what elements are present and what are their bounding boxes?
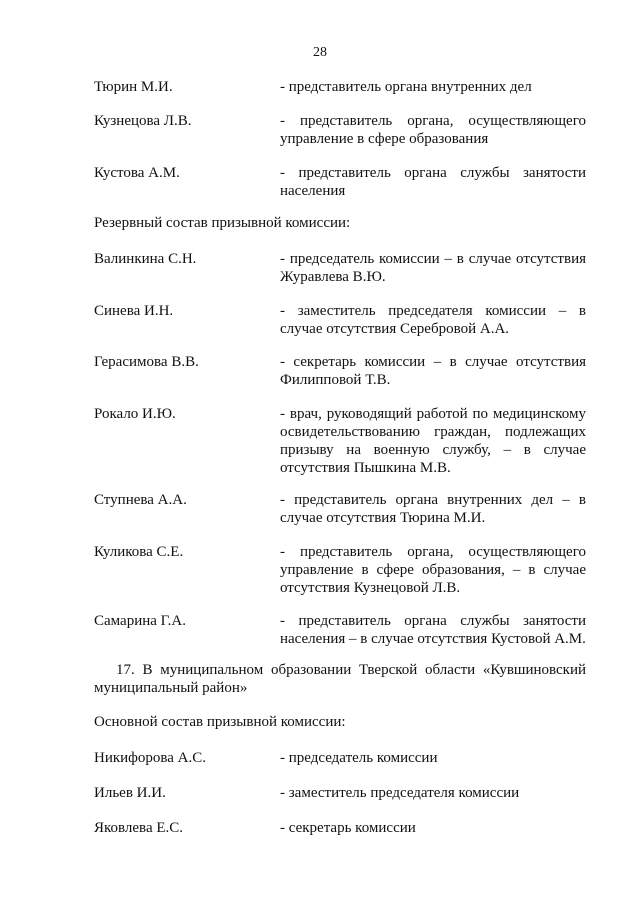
- member-role: - представитель органа службы занятости населения: [280, 165, 586, 199]
- main-heading: Основной состав призывной комиссии:: [94, 714, 346, 730]
- member-role: - председатель комиссии: [280, 750, 438, 766]
- member-role: - заместитель председателя комиссии – в случае отсутствия Серебровой А.А.: [280, 303, 586, 337]
- member-name: Валинкина С.Н.: [94, 251, 197, 267]
- page-number: 28: [313, 45, 327, 60]
- reserve-heading: Резервный состав призывной комиссии:: [94, 215, 351, 231]
- member-name: Ступнева А.А.: [94, 492, 187, 508]
- member-role: - представитель органа, осуществляющего управление в сфере образования, – в случае отсутствия Кузнецовой Л.В.: [280, 544, 586, 596]
- member-name: Ильев И.И.: [94, 785, 166, 801]
- member-role: - представитель органа службы занятости населения – в случае отсутствия Кустовой А.М.: [280, 613, 586, 647]
- member-name: Яковлева Е.С.: [94, 820, 184, 836]
- member-role: - секретарь комиссии: [280, 820, 416, 836]
- section-17-paragraph: 17. В муниципальном образовании Тверской области «Кувшиновский муниципальный район»: [94, 662, 586, 696]
- member-role: - представитель органа внутренних дел: [280, 79, 532, 95]
- member-role: - представитель органа внутренних дел – в случае отсутствия Тюрина М.И.: [280, 492, 586, 526]
- member-role: - секретарь комиссии – в случае отсутствия Филипповой Т.В.: [280, 354, 586, 388]
- member-name: Самарина Г.А.: [94, 613, 186, 629]
- member-name: Кустова А.М.: [94, 165, 180, 181]
- member-name: Кузнецова Л.В.: [94, 113, 192, 129]
- member-name: Тюрин М.И.: [94, 79, 173, 95]
- member-role: - представитель органа, осуществляющего управление в сфере образования: [280, 113, 586, 147]
- member-role: - заместитель председателя комиссии: [280, 785, 520, 801]
- member-role: - врач, руководящий работой по медицинскому освидетельствованию граждан, подлежащих призыву на военную службу, – в случае отсутствия Пышкина М.В.: [280, 406, 586, 476]
- member-name: Куликова С.Е.: [94, 544, 184, 560]
- member-role: - председатель комиссии – в случае отсутствия Журавлева В.Ю.: [280, 251, 586, 285]
- member-name: Никифорова А.С.: [94, 750, 207, 766]
- member-name: Синева И.Н.: [94, 303, 174, 319]
- member-name: Рокало И.Ю.: [94, 406, 176, 422]
- member-name: Герасимова В.В.: [94, 354, 199, 370]
